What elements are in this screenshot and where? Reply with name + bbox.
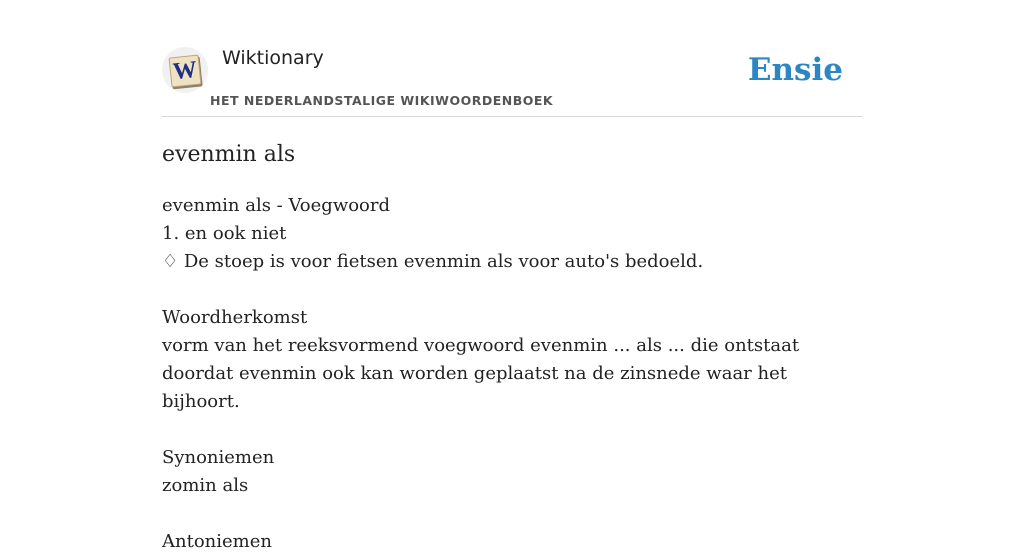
example-line: ♢ De stoep is voor fietsen evenmin als voor auto's bedoeld. — [162, 251, 704, 272]
logo-letter: W — [171, 56, 199, 86]
antonyms-heading: Antoniemen — [162, 531, 272, 552]
definition-line: 1. en ook niet — [162, 223, 287, 244]
entry-title: evenmin als — [162, 142, 296, 167]
spacer — [162, 500, 862, 528]
wiktionary-logo[interactable] — [162, 47, 208, 93]
etymology-heading: Woordherkomst — [162, 307, 308, 328]
page — [162, 0, 862, 552]
site-tagline: HET NEDERLANDSTALIGE WIKIWOORDENBOEK — [210, 93, 554, 108]
entry-content — [162, 192, 862, 556]
synonyms-list: zomin als — [162, 475, 249, 496]
site-name[interactable]: Wiktionary — [222, 47, 324, 69]
ensie-brand-link[interactable]: Ensie — [747, 52, 843, 88]
etymology-text: vorm van het reeksvormend voegwoord evenmin ... als ... die ontstaat doordat evenmin ook kan worden geplaatst na de zinsnede waar het bijhoort. — [162, 335, 800, 412]
spacer — [162, 416, 862, 444]
part-of-speech-line: evenmin als - Voegwoord — [162, 195, 391, 216]
logo-tile-icon — [169, 55, 202, 88]
spacer — [162, 276, 862, 304]
synonyms-heading: Synoniemen — [162, 447, 275, 468]
header — [162, 0, 862, 117]
